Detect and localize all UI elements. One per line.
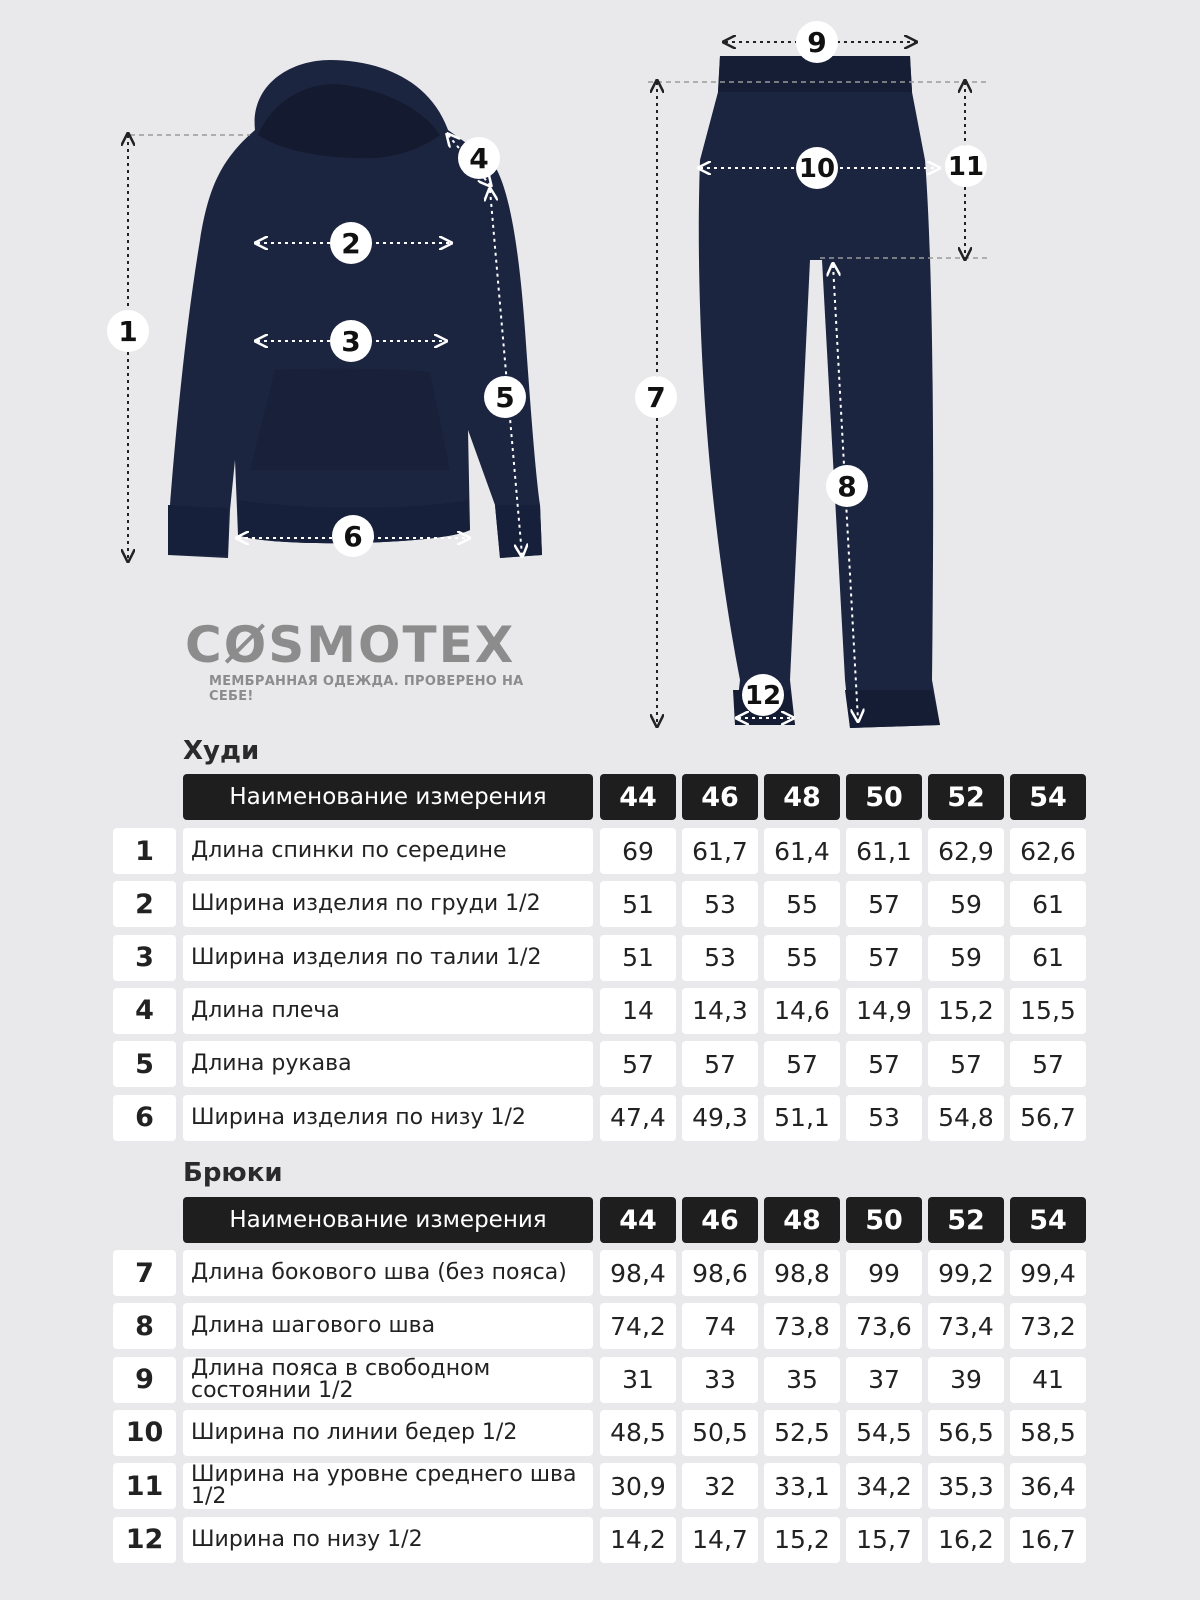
- svg-text:9: 9: [807, 26, 827, 59]
- hoodie_table-row-value: 57: [682, 1041, 758, 1087]
- pants_table-title: Брюки: [183, 1158, 283, 1188]
- pants_table-header-size: 46: [682, 1197, 758, 1243]
- hoodie_table-row-number: 5: [113, 1041, 176, 1087]
- pants_table-row-value: 73,4: [928, 1303, 1004, 1349]
- pants_table-row-label: Ширина на уровне среднего шва 1/2: [183, 1463, 593, 1509]
- pants_table-row-value: 99: [846, 1250, 922, 1296]
- pants_table-row-number: 8: [113, 1303, 176, 1349]
- hoodie_table-row-value: 53: [846, 1095, 922, 1141]
- pants_table-row-value: 32: [682, 1463, 758, 1509]
- hoodie_table-row-value: 55: [764, 935, 840, 981]
- pants_table-row-value: 15,2: [764, 1517, 840, 1563]
- marker-4: [458, 137, 500, 179]
- hoodie_table-row-label: Длина рукава: [183, 1041, 593, 1087]
- svg-text:11: 11: [947, 152, 985, 182]
- hoodie_table-header-size: 46: [682, 774, 758, 820]
- pants_table-header-size: 44: [600, 1197, 676, 1243]
- pants_table-row-value: 73,8: [764, 1303, 840, 1349]
- pants_table-row-label: Длина шагового шва: [183, 1303, 593, 1349]
- hoodie_table-row-number: 1: [113, 828, 176, 874]
- pants_table-row-value: 58,5: [1010, 1410, 1086, 1456]
- hoodie_table-row-value: 57: [1010, 1041, 1086, 1087]
- hoodie_table-row-value: 59: [928, 935, 1004, 981]
- hoodie_table-row-value: 69: [600, 828, 676, 874]
- hoodie_table-header-size: 52: [928, 774, 1004, 820]
- hoodie_table-row-value: 54,8: [928, 1095, 1004, 1141]
- pants_table-header-size: 52: [928, 1197, 1004, 1243]
- pants_table-row-value: 48,5: [600, 1410, 676, 1456]
- marker-2: [330, 222, 372, 264]
- hoodie_table-row-value: 15,2: [928, 988, 1004, 1034]
- pants_table-row-label: Длина бокового шва (без пояса): [183, 1250, 593, 1296]
- hoodie_table-row-value: 57: [928, 1041, 1004, 1087]
- hoodie_table-header-size: 50: [846, 774, 922, 820]
- pants_table-row-value: 15,7: [846, 1517, 922, 1563]
- pants_table-row-label: Длина пояса в свободном состоянии 1/2: [183, 1357, 593, 1403]
- marker-12: [742, 674, 784, 716]
- pants_table-row-number: 12: [113, 1517, 176, 1563]
- pants_table-row-value: 35: [764, 1357, 840, 1403]
- marker-8: [826, 465, 868, 507]
- pants_table-row-value: 35,3: [928, 1463, 1004, 1509]
- pants_table-row-value: 41: [1010, 1357, 1086, 1403]
- hoodie_table-row-value: 61: [1010, 881, 1086, 927]
- pants_table-row-value: 98,8: [764, 1250, 840, 1296]
- hoodie_table-row-value: 59: [928, 881, 1004, 927]
- pants_table-row-value: 16,2: [928, 1517, 1004, 1563]
- hoodie_table-row-value: 14,6: [764, 988, 840, 1034]
- hoodie_table-row-value: 51: [600, 881, 676, 927]
- hoodie_table-header-size: 44: [600, 774, 676, 820]
- pants_table-row-label: Ширина по низу 1/2: [183, 1517, 593, 1563]
- pants_table-row-value: 33: [682, 1357, 758, 1403]
- pants_table-header-size: 54: [1010, 1197, 1086, 1243]
- pants_table-row-value: 36,4: [1010, 1463, 1086, 1509]
- hoodie_table-row-value: 14,9: [846, 988, 922, 1034]
- pants_table-row-number: 7: [113, 1250, 176, 1296]
- hoodie_table-row-value: 51,1: [764, 1095, 840, 1141]
- pants_table-row-value: 98,4: [600, 1250, 676, 1296]
- pants_table-row-value: 14,7: [682, 1517, 758, 1563]
- hoodie_table-row-value: 47,4: [600, 1095, 676, 1141]
- hoodie_table-row-value: 14,3: [682, 988, 758, 1034]
- pants_table-row-value: 34,2: [846, 1463, 922, 1509]
- pants_table-row-value: 74: [682, 1303, 758, 1349]
- svg-text:8: 8: [837, 470, 857, 503]
- brand-logo: [185, 616, 545, 704]
- pants_table-row-value: 99,2: [928, 1250, 1004, 1296]
- marker-11: [945, 145, 987, 187]
- marker-6: [332, 515, 374, 557]
- pants_table-row-number: 11: [113, 1463, 176, 1509]
- hoodie_table-row-value: 61,7: [682, 828, 758, 874]
- pants_table-row-number: 9: [113, 1357, 176, 1403]
- hoodie_table-row-value: 14: [600, 988, 676, 1034]
- hoodie_table-header-size: 48: [764, 774, 840, 820]
- hoodie_table-row-value: 53: [682, 881, 758, 927]
- logo-tagline: МЕМБРАННАЯ ОДЕЖДА. ПРОВЕРЕНО НА СЕБЕ!: [209, 674, 524, 704]
- pants_table-row-value: 16,7: [1010, 1517, 1086, 1563]
- pants_table-row-value: 31: [600, 1357, 676, 1403]
- hoodie_table-title: Худи: [183, 736, 260, 766]
- hoodie_table-header-name: Наименование измерения: [183, 774, 593, 820]
- hoodie_table-row-label: Ширина изделия по низу 1/2: [183, 1095, 593, 1141]
- pants_table-header-size: 48: [764, 1197, 840, 1243]
- marker-1: [107, 310, 149, 352]
- hoodie_table-row-number: 6: [113, 1095, 176, 1141]
- pants_table-row-value: 99,4: [1010, 1250, 1086, 1296]
- svg-text:3: 3: [341, 325, 361, 358]
- hoodie_table-header-size: 54: [1010, 774, 1086, 820]
- svg-text:2: 2: [341, 227, 361, 260]
- pants_table-row-value: 30,9: [600, 1463, 676, 1509]
- pants_table-row-value: 56,5: [928, 1410, 1004, 1456]
- pants_table-row-value: 73,2: [1010, 1303, 1086, 1349]
- hoodie_table-row-value: 55: [764, 881, 840, 927]
- pants_table-row-value: 50,5: [682, 1410, 758, 1456]
- marker-10: [796, 147, 838, 189]
- hoodie_table-row-value: 57: [600, 1041, 676, 1087]
- hoodie_table-row-value: 61,1: [846, 828, 922, 874]
- hoodie_table-row-value: 62,9: [928, 828, 1004, 874]
- svg-text:5: 5: [495, 381, 515, 414]
- pants_table-row-value: 54,5: [846, 1410, 922, 1456]
- pants_table-row-value: 14,2: [600, 1517, 676, 1563]
- hoodie_table-row-value: 62,6: [1010, 828, 1086, 874]
- hoodie_table-row-label: Ширина изделия по груди 1/2: [183, 881, 593, 927]
- marker-5: [484, 376, 526, 418]
- pants_table-row-value: 52,5: [764, 1410, 840, 1456]
- svg-text:12: 12: [744, 681, 782, 711]
- hoodie_table-row-number: 4: [113, 988, 176, 1034]
- pants_table-row-value: 39: [928, 1357, 1004, 1403]
- hoodie_table-row-value: 57: [846, 935, 922, 981]
- hoodie_table-row-label: Длина спинки по середине: [183, 828, 593, 874]
- svg-text:6: 6: [343, 520, 363, 553]
- svg-text:4: 4: [469, 142, 489, 175]
- hoodie_table-row-label: Длина плеча: [183, 988, 593, 1034]
- garment-diagram: [0, 0, 1200, 740]
- hoodie_table-row-value: 57: [846, 881, 922, 927]
- hoodie_table-row-value: 61,4: [764, 828, 840, 874]
- svg-text:1: 1: [118, 315, 138, 348]
- hoodie_table-row-value: 57: [764, 1041, 840, 1087]
- hoodie_table-row-value: 15,5: [1010, 988, 1086, 1034]
- hoodie_table-row-value: 56,7: [1010, 1095, 1086, 1141]
- hoodie_table-row-value: 53: [682, 935, 758, 981]
- hoodie_table-row-number: 2: [113, 881, 176, 927]
- pants_table-row-value: 74,2: [600, 1303, 676, 1349]
- pants_table-row-value: 33,1: [764, 1463, 840, 1509]
- hoodie_table-row-value: 57: [846, 1041, 922, 1087]
- hoodie_table-row-value: 49,3: [682, 1095, 758, 1141]
- pants_table-row-value: 73,6: [846, 1303, 922, 1349]
- hoodie_table-row-label: Ширина изделия по талии 1/2: [183, 935, 593, 981]
- hoodie_table-row-value: 51: [600, 935, 676, 981]
- hoodie_table-row-value: 61: [1010, 935, 1086, 981]
- logo-wordmark: CØSMOTEX: [185, 616, 516, 674]
- pants_table-row-value: 98,6: [682, 1250, 758, 1296]
- marker-9: [796, 21, 838, 63]
- pants_table-row-number: 10: [113, 1410, 176, 1456]
- svg-text:7: 7: [646, 381, 666, 414]
- svg-text:10: 10: [798, 154, 836, 184]
- hoodie_table-row-number: 3: [113, 935, 176, 981]
- pants_table-row-label: Ширина по линии бедер 1/2: [183, 1410, 593, 1456]
- pants_table-row-value: 37: [846, 1357, 922, 1403]
- marker-7: [635, 376, 677, 418]
- pants_table-header-size: 50: [846, 1197, 922, 1243]
- pants_table-header-name: Наименование измерения: [183, 1197, 593, 1243]
- marker-3: [330, 320, 372, 362]
